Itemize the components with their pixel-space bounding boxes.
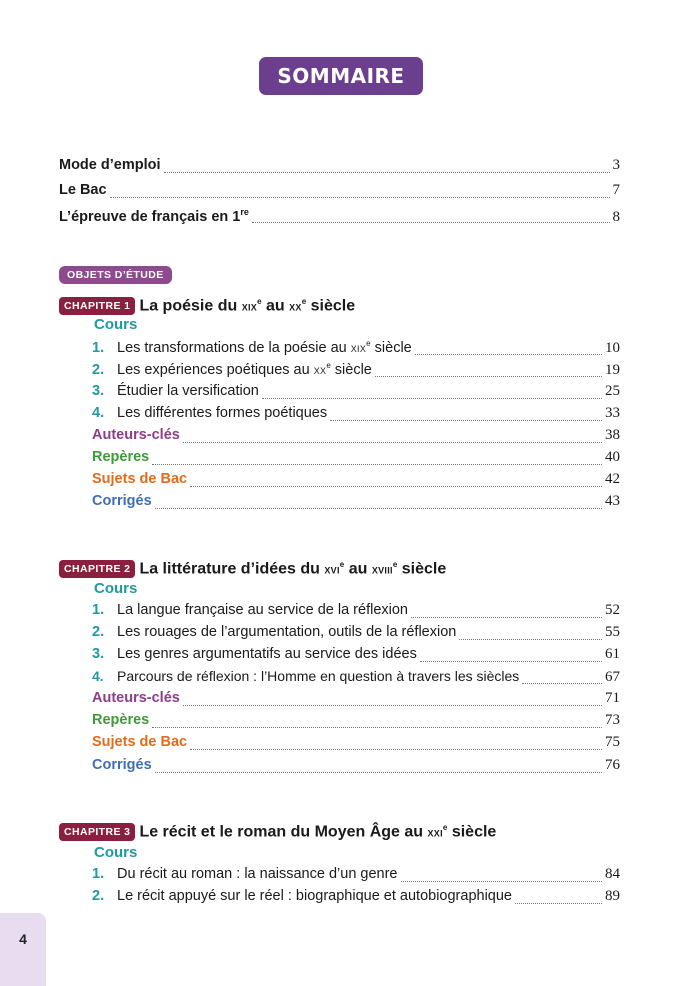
toc-extra-corriges[interactable]: Corrigés 43: [92, 493, 620, 509]
toc-item[interactable]: 2. Les expériences poétiques au XXe siècle 19: [92, 361, 620, 378]
toc-item[interactable]: 2. Les rouages de l’argumentation, outils de la réflexion 55: [92, 624, 620, 640]
toc-extra-sujets[interactable]: Sujets de Bac 75: [92, 734, 620, 750]
chapter-3-heading[interactable]: [59, 820, 496, 844]
toc-item[interactable]: 1. Les transformations de la poésie au XIXe siècle 10: [92, 339, 620, 356]
toc-item-page: 10: [605, 339, 620, 356]
toc-entry-page: 8: [612, 208, 620, 225]
leader-dots: [459, 638, 602, 640]
toc-item[interactable]: 3. Les genres argumentatifs au service des idées 61: [92, 646, 620, 662]
page-number: 4: [19, 931, 27, 947]
chapter-2-heading[interactable]: [59, 557, 446, 581]
toc-item-page: 19: [605, 361, 620, 378]
leader-dots: [164, 171, 610, 173]
leader-dots: [522, 682, 602, 684]
toc-entry-label: Le Bac: [59, 182, 107, 198]
toc-item[interactable]: 3. Étudier la versification 25: [92, 383, 620, 399]
toc-extra-auteurs[interactable]: Auteurs-clés 71: [92, 690, 620, 706]
leader-dots: [252, 221, 610, 223]
page-tab: [0, 913, 46, 986]
chapter-title: La poésie du XIXe au XXe siècle: [139, 296, 356, 315]
leader-dots: [155, 507, 602, 509]
toc-item[interactable]: 4. Les différentes formes poétiques 33: [92, 405, 620, 421]
toc-item[interactable]: 2. Le récit appuyé sur le réel : biographique et autobiographique 89: [92, 888, 620, 904]
leader-dots: [262, 397, 602, 399]
toc-entry-page: 7: [612, 182, 620, 198]
toc-item-page: 25: [605, 383, 620, 399]
toc-extra-corriges[interactable]: Corrigés 76: [92, 757, 620, 773]
leader-dots: [183, 704, 602, 706]
leader-dots: [420, 660, 602, 662]
leader-dots: [152, 463, 602, 465]
leader-dots: [411, 616, 602, 618]
chapter-badge: CHAPITRE 1: [59, 297, 135, 315]
leader-dots: [190, 748, 602, 750]
leader-dots: [401, 880, 603, 882]
leader-dots: [183, 441, 602, 443]
toc-item[interactable]: 1. Du récit au roman : la naissance d’un genre 84: [92, 866, 620, 882]
toc-entry-le-bac[interactable]: [59, 182, 620, 204]
toc-entry-label: L’épreuve de français en 1re: [59, 207, 249, 225]
toc-entry-label: Mode d’emploi: [59, 157, 161, 173]
leader-dots: [190, 485, 602, 487]
chapter-1-heading[interactable]: [59, 294, 355, 318]
toc-item[interactable]: 1. La langue française au service de la réflexion 52: [92, 602, 620, 618]
cours-label: Cours: [94, 580, 138, 597]
leader-dots: [152, 726, 602, 728]
cours-label: Cours: [94, 844, 138, 861]
leader-dots: [515, 902, 602, 904]
toc-entry-page: 3: [612, 157, 620, 173]
leader-dots: [375, 375, 602, 377]
page-title: SOMMAIRE: [259, 57, 423, 95]
toc-entry-mode-emploi[interactable]: [59, 157, 620, 179]
toc-extra-reperes[interactable]: Repères 73: [92, 712, 620, 728]
chapter-badge: CHAPITRE 2: [59, 560, 135, 578]
leader-dots: [330, 419, 602, 421]
toc-extra-auteurs[interactable]: Auteurs-clés 38: [92, 427, 620, 443]
toc-extra-sujets[interactable]: Sujets de Bac 42: [92, 471, 620, 487]
chapter-title: La littérature d’idées du XVIe au XVIIIe siècle: [139, 559, 447, 578]
toc-item[interactable]: 4. Parcours de réflexion : l’Homme en question à travers les siècles 67: [92, 668, 620, 685]
chapter-title: Le récit et le roman du Moyen Âge au XXIe siècle: [139, 822, 497, 841]
section-badge: OBJETS D’ÉTUDE: [59, 266, 172, 284]
toc-item-page: 33: [605, 405, 620, 421]
cours-label: Cours: [94, 316, 138, 333]
toc-extra-reperes[interactable]: Repères 40: [92, 449, 620, 465]
leader-dots: [415, 353, 602, 355]
leader-dots: [155, 771, 602, 773]
leader-dots: [110, 196, 610, 198]
toc-entry-epreuve[interactable]: [59, 207, 620, 229]
chapter-badge: CHAPITRE 3: [59, 823, 135, 841]
